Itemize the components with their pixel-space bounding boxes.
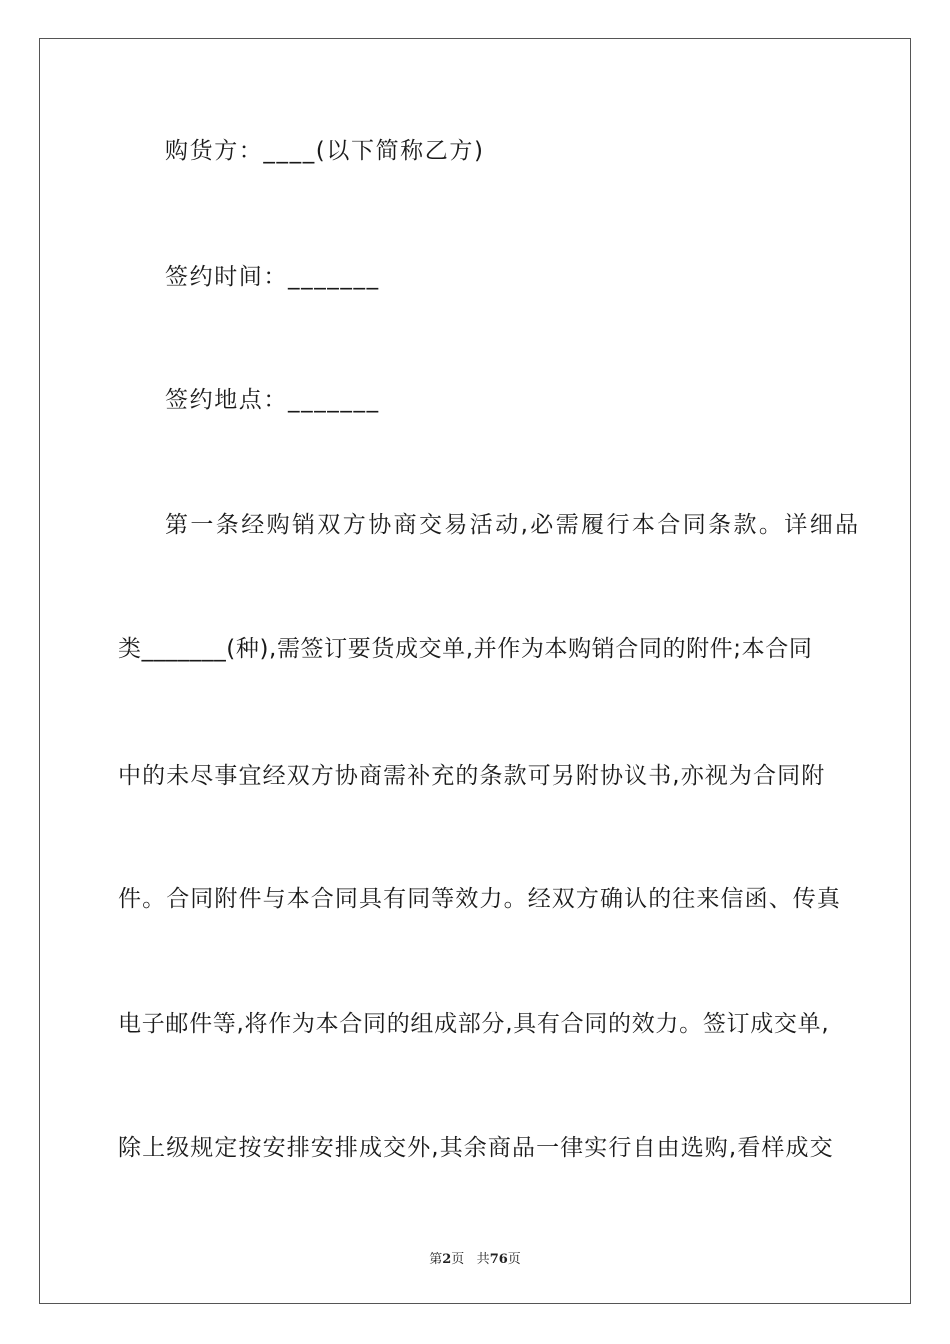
article-1-line-1: 第一条经购销双方协商交易活动,必需履行本合同条款。详细品	[165, 512, 861, 538]
buyer-line: 购货方：____(以下简称乙方)	[165, 138, 485, 164]
total-pages: 76	[489, 1252, 508, 1267]
signing-place-line: 签约地点：_______	[165, 387, 380, 413]
page-number: 2	[442, 1252, 452, 1267]
page-prefix: 第	[429, 1252, 443, 1267]
article-1-line-3: 中的未尽事宜经双方协商需补充的条款可另附协议书,亦视为合同附	[118, 763, 826, 789]
article-1-line-2: 类_______(种),需签订要货成交单,并作为本购销合同的附件;本合同	[118, 636, 813, 662]
page-footer	[0, 1248, 950, 1267]
page-border	[39, 38, 911, 1304]
article-1-line-4: 件。合同附件与本合同具有同等效力。经双方确认的往来信函、传真	[118, 886, 841, 912]
article-1-line-6: 除上级规定按安排安排成交外,其余商品一律实行自由选购,看样成交	[118, 1135, 834, 1161]
article-1-line-5: 电子邮件等,将作为本合同的组成部分,具有合同的效力。签订成交单,	[118, 1011, 830, 1037]
page-suffix: 页	[451, 1252, 465, 1267]
signing-time-line: 签约时间：_______	[165, 264, 380, 290]
total-suffix: 页	[507, 1252, 521, 1267]
total-prefix: 共	[476, 1252, 490, 1267]
